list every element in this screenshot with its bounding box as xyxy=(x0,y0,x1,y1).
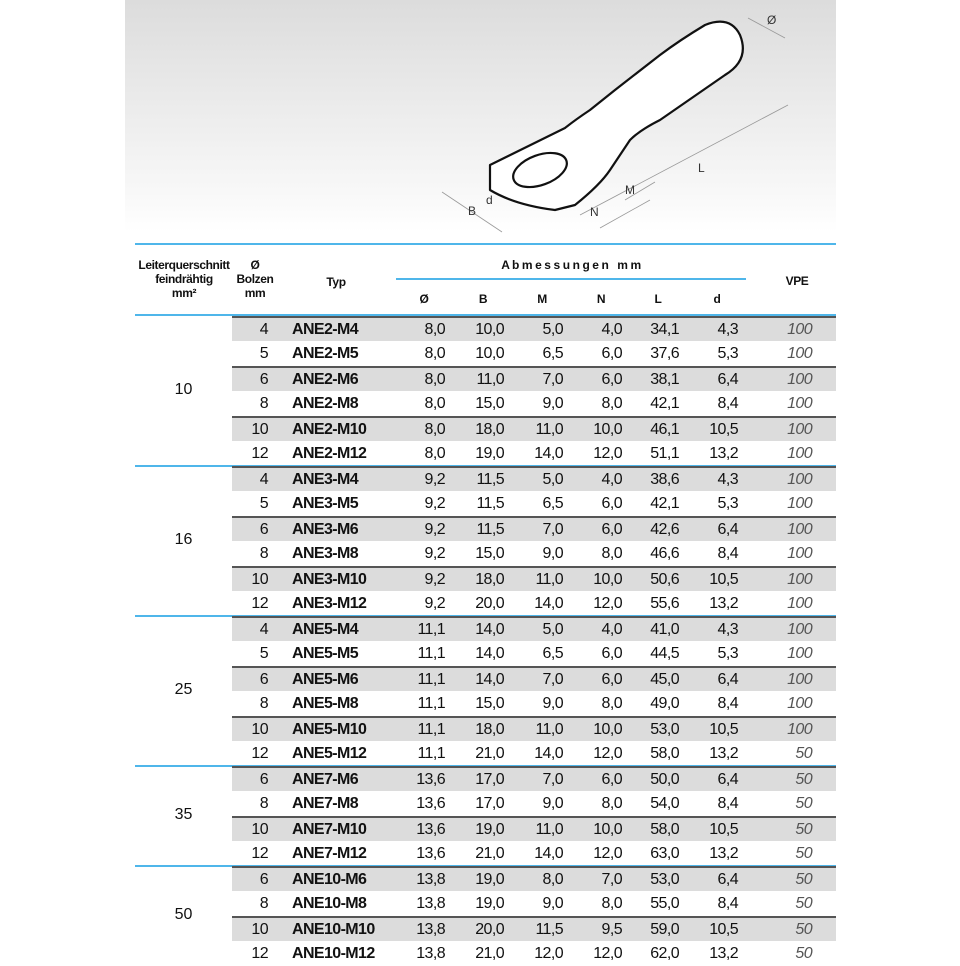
dim-n: 8,0 xyxy=(601,795,622,812)
dim-m: 11,0 xyxy=(535,721,563,738)
vpe-value: 50 xyxy=(795,845,812,862)
cross-section-label: 10 xyxy=(174,381,193,398)
bolt-size: 5 xyxy=(259,645,268,662)
dim-d: 10,5 xyxy=(709,571,738,588)
dim-b: 11,5 xyxy=(476,495,504,512)
header-conductor-line1: Leiterquerschnitt xyxy=(138,258,230,272)
dim-d: 4,3 xyxy=(717,321,738,338)
dim-b: 19,0 xyxy=(475,871,504,888)
dim-l: 37,6 xyxy=(650,345,679,362)
vpe-value: 100 xyxy=(787,621,812,638)
table-row xyxy=(232,841,836,866)
table-row xyxy=(232,416,836,441)
dim-diameter: 11,1 xyxy=(417,621,445,638)
dim-n: 6,0 xyxy=(601,671,622,688)
dim-l: 63,0 xyxy=(650,845,679,862)
type-code: ANE7-M10 xyxy=(292,821,367,838)
type-code: ANE2-M5 xyxy=(292,345,359,362)
type-code: ANE10-M6 xyxy=(292,871,367,888)
dim-m: 11,0 xyxy=(535,571,563,588)
dim-m: 5,0 xyxy=(542,321,563,338)
table-row xyxy=(232,516,836,541)
bolt-size: 8 xyxy=(259,795,268,812)
bolt-size: 10 xyxy=(251,821,268,838)
vpe-value: 100 xyxy=(787,595,812,612)
dim-l: 38,1 xyxy=(650,371,679,388)
dim-diameter: 9,2 xyxy=(424,571,445,588)
diagram-label-l: L xyxy=(698,161,705,175)
dim-diameter: 13,6 xyxy=(416,821,445,838)
dim-l: 34,1 xyxy=(650,321,679,338)
dim-l: 44,5 xyxy=(650,645,679,662)
dim-diameter: 13,8 xyxy=(416,921,445,938)
header-bolt-line2: Bolzen xyxy=(236,272,274,286)
header-dim-0: Ø xyxy=(419,292,429,306)
header-dim-5: d xyxy=(713,292,721,306)
table-row xyxy=(232,391,836,416)
dim-diameter: 8,0 xyxy=(424,345,445,362)
dim-l: 59,0 xyxy=(650,921,679,938)
table-row xyxy=(232,891,836,916)
dim-n: 12,0 xyxy=(593,445,622,462)
dim-b: 11,5 xyxy=(476,521,504,538)
dim-l: 42,1 xyxy=(650,495,679,512)
dim-m: 9,0 xyxy=(542,895,563,912)
cross-section-label: 16 xyxy=(174,531,193,548)
dim-l: 62,0 xyxy=(650,945,679,962)
dim-d: 10,5 xyxy=(709,821,738,838)
table-row xyxy=(232,466,836,491)
table-row xyxy=(232,566,836,591)
dim-m: 7,0 xyxy=(542,521,563,538)
dim-diameter: 9,2 xyxy=(424,471,445,488)
dim-d: 13,2 xyxy=(709,595,738,612)
table-row xyxy=(232,441,836,466)
dim-diameter: 13,8 xyxy=(416,895,445,912)
type-code: ANE3-M4 xyxy=(292,471,359,488)
dim-b: 21,0 xyxy=(475,845,504,862)
table-row xyxy=(232,916,836,941)
dim-m: 7,0 xyxy=(542,671,563,688)
table-row xyxy=(232,816,836,841)
dim-b: 18,0 xyxy=(475,571,504,588)
dim-m: 6,5 xyxy=(542,495,563,512)
dim-m: 11,0 xyxy=(535,421,563,438)
dim-n: 4,0 xyxy=(601,321,622,338)
bolt-size: 12 xyxy=(251,845,268,862)
header-bolt xyxy=(232,258,278,300)
dim-n: 12,0 xyxy=(593,745,622,762)
type-code: ANE3-M10 xyxy=(292,571,367,588)
header-conductor xyxy=(130,258,238,300)
dim-l: 51,1 xyxy=(650,445,679,462)
dim-diameter: 13,6 xyxy=(416,845,445,862)
dim-l: 58,0 xyxy=(650,821,679,838)
dim-m: 7,0 xyxy=(542,771,563,788)
table-row xyxy=(232,741,836,766)
dim-d: 8,4 xyxy=(717,395,738,412)
dim-d: 6,4 xyxy=(717,871,738,888)
bolt-size: 8 xyxy=(259,695,268,712)
type-code: ANE5-M10 xyxy=(292,721,367,738)
dim-m: 11,5 xyxy=(535,921,563,938)
dim-n: 7,0 xyxy=(601,871,622,888)
vpe-value: 100 xyxy=(787,695,812,712)
dim-m: 11,0 xyxy=(535,821,563,838)
table-row xyxy=(232,491,836,516)
vpe-value: 100 xyxy=(787,421,812,438)
dim-d: 6,4 xyxy=(717,371,738,388)
diagram-label-n: N xyxy=(590,205,599,219)
header-dim-3: N xyxy=(596,292,606,306)
cross-section-label: 50 xyxy=(174,906,193,923)
dim-m: 7,0 xyxy=(542,371,563,388)
dim-diameter: 8,0 xyxy=(424,371,445,388)
dim-l: 45,0 xyxy=(650,671,679,688)
table-row xyxy=(232,591,836,616)
dim-m: 9,0 xyxy=(542,795,563,812)
vpe-value: 100 xyxy=(787,345,812,362)
bolt-size: 8 xyxy=(259,395,268,412)
dim-b: 19,0 xyxy=(475,821,504,838)
vpe-value: 100 xyxy=(787,495,812,512)
table-row xyxy=(232,866,836,891)
header-dim-1: B xyxy=(478,292,488,306)
dim-n: 6,0 xyxy=(601,495,622,512)
dim-d: 10,5 xyxy=(709,721,738,738)
dim-d: 5,3 xyxy=(717,645,738,662)
vpe-value: 100 xyxy=(787,395,812,412)
dim-n: 8,0 xyxy=(601,395,622,412)
header-vpe: VPE xyxy=(785,274,809,288)
dim-l: 49,0 xyxy=(650,695,679,712)
dim-diameter: 8,0 xyxy=(424,445,445,462)
vpe-value: 100 xyxy=(787,521,812,538)
dim-l: 53,0 xyxy=(650,871,679,888)
dim-diameter: 8,0 xyxy=(424,395,445,412)
type-code: ANE2-M8 xyxy=(292,395,359,412)
dim-l: 54,0 xyxy=(650,795,679,812)
dim-n: 6,0 xyxy=(601,345,622,362)
dim-b: 11,0 xyxy=(476,371,504,388)
dim-diameter: 11,1 xyxy=(417,645,445,662)
header-dimensions: A b m e s s u n g e n m m xyxy=(501,258,641,272)
dim-d: 6,4 xyxy=(717,521,738,538)
dim-d: 13,2 xyxy=(709,945,738,962)
dim-l: 55,0 xyxy=(650,895,679,912)
diagram-label-diameter: Ø xyxy=(767,13,777,27)
dim-b: 14,0 xyxy=(475,645,504,662)
bolt-size: 5 xyxy=(259,345,268,362)
dim-m: 8,0 xyxy=(542,871,563,888)
dim-m: 9,0 xyxy=(542,545,563,562)
bolt-size: 4 xyxy=(259,471,268,488)
header-dim-4: L xyxy=(654,292,662,306)
dim-d: 6,4 xyxy=(717,671,738,688)
dim-b: 15,0 xyxy=(475,695,504,712)
dim-d: 10,5 xyxy=(709,921,738,938)
dim-b: 10,0 xyxy=(475,345,504,362)
type-code: ANE3-M8 xyxy=(292,545,359,562)
dim-m: 5,0 xyxy=(542,621,563,638)
dim-n: 12,0 xyxy=(593,595,622,612)
bolt-size: 6 xyxy=(259,371,268,388)
dim-b: 19,0 xyxy=(475,445,504,462)
dim-d: 5,3 xyxy=(717,345,738,362)
type-code: ANE3-M6 xyxy=(292,521,359,538)
dim-l: 58,0 xyxy=(650,745,679,762)
table-row xyxy=(232,316,836,341)
bolt-size: 5 xyxy=(259,495,268,512)
dim-b: 14,0 xyxy=(475,671,504,688)
vpe-value: 100 xyxy=(787,371,812,388)
dim-b: 10,0 xyxy=(475,321,504,338)
dim-m: 12,0 xyxy=(534,945,563,962)
dim-d: 8,4 xyxy=(717,895,738,912)
dim-n: 8,0 xyxy=(601,695,622,712)
type-code: ANE3-M5 xyxy=(292,495,359,512)
dim-diameter: 13,6 xyxy=(416,795,445,812)
vpe-value: 50 xyxy=(795,771,812,788)
dim-b: 20,0 xyxy=(475,595,504,612)
bolt-size: 4 xyxy=(259,321,268,338)
dim-b: 18,0 xyxy=(475,421,504,438)
vpe-value: 100 xyxy=(787,721,812,738)
dim-n: 10,0 xyxy=(593,421,622,438)
bolt-size: 6 xyxy=(259,871,268,888)
dim-b: 11,5 xyxy=(476,471,504,488)
dim-m: 14,0 xyxy=(534,595,563,612)
vpe-value: 100 xyxy=(787,545,812,562)
dim-b: 18,0 xyxy=(475,721,504,738)
dim-n: 8,0 xyxy=(601,895,622,912)
diagram-label-d: d xyxy=(486,193,493,207)
type-code: ANE2-M10 xyxy=(292,421,367,438)
dim-l: 50,6 xyxy=(650,571,679,588)
bolt-size: 10 xyxy=(251,721,268,738)
dim-m: 14,0 xyxy=(534,745,563,762)
dim-l: 42,1 xyxy=(650,395,679,412)
bolt-size: 12 xyxy=(251,945,268,962)
vpe-value: 50 xyxy=(795,745,812,762)
dim-m: 14,0 xyxy=(534,845,563,862)
type-code: ANE2-M4 xyxy=(292,321,359,338)
bolt-size: 10 xyxy=(251,571,268,588)
type-code: ANE7-M12 xyxy=(292,845,367,862)
dim-diameter: 11,1 xyxy=(417,695,445,712)
dim-n: 4,0 xyxy=(601,471,622,488)
dim-d: 13,2 xyxy=(709,745,738,762)
header-type: Typ xyxy=(326,275,346,289)
dim-l: 55,6 xyxy=(650,595,679,612)
dim-n: 9,5 xyxy=(601,921,622,938)
bolt-size: 8 xyxy=(259,545,268,562)
table-row xyxy=(232,941,836,966)
dim-n: 6,0 xyxy=(601,645,622,662)
dim-b: 20,0 xyxy=(475,921,504,938)
type-code: ANE10-M8 xyxy=(292,895,367,912)
vpe-value: 100 xyxy=(787,645,812,662)
dim-diameter: 13,8 xyxy=(416,871,445,888)
header-conductor-line2: feindrähtig xyxy=(155,272,213,286)
dim-m: 6,5 xyxy=(542,645,563,662)
vpe-value: 100 xyxy=(787,321,812,338)
dim-l: 53,0 xyxy=(650,721,679,738)
dim-l: 46,1 xyxy=(650,421,679,438)
dim-m: 14,0 xyxy=(534,445,563,462)
vpe-value: 100 xyxy=(787,471,812,488)
dim-m: 9,0 xyxy=(542,695,563,712)
dim-n: 12,0 xyxy=(593,945,622,962)
type-code: ANE2-M6 xyxy=(292,371,359,388)
vpe-value: 50 xyxy=(795,821,812,838)
dim-diameter: 11,1 xyxy=(417,671,445,688)
dim-b: 15,0 xyxy=(475,545,504,562)
dim-d: 6,4 xyxy=(717,771,738,788)
table-row xyxy=(232,616,836,641)
dim-n: 4,0 xyxy=(601,621,622,638)
table-row xyxy=(232,666,836,691)
bolt-size: 12 xyxy=(251,745,268,762)
dim-b: 17,0 xyxy=(475,771,504,788)
type-code: ANE5-M12 xyxy=(292,745,367,762)
dim-n: 6,0 xyxy=(601,521,622,538)
table-row xyxy=(232,366,836,391)
header-dim-2: M xyxy=(537,292,547,306)
table-row xyxy=(232,341,836,366)
dim-d: 8,4 xyxy=(717,795,738,812)
table-row xyxy=(232,766,836,791)
bolt-size: 10 xyxy=(251,421,268,438)
bolt-size: 12 xyxy=(251,595,268,612)
dim-b: 14,0 xyxy=(475,621,504,638)
type-code: ANE5-M4 xyxy=(292,621,359,638)
dim-n: 6,0 xyxy=(601,771,622,788)
cross-section-label: 35 xyxy=(174,806,193,823)
dim-b: 17,0 xyxy=(475,795,504,812)
dim-diameter: 11,1 xyxy=(417,745,445,762)
vpe-value: 50 xyxy=(795,945,812,962)
bolt-size: 6 xyxy=(259,671,268,688)
bolt-size: 6 xyxy=(259,521,268,538)
dim-diameter: 9,2 xyxy=(424,545,445,562)
type-code: ANE2-M12 xyxy=(292,445,367,462)
dim-diameter: 8,0 xyxy=(424,421,445,438)
cable-lug-diagram xyxy=(430,0,810,240)
vpe-value: 50 xyxy=(795,871,812,888)
bolt-size: 6 xyxy=(259,771,268,788)
dim-l: 38,6 xyxy=(650,471,679,488)
vpe-value: 100 xyxy=(787,571,812,588)
dim-n: 10,0 xyxy=(593,821,622,838)
dim-b: 21,0 xyxy=(475,745,504,762)
dimensions-divider xyxy=(396,278,746,280)
dim-diameter: 9,2 xyxy=(424,521,445,538)
table-row xyxy=(232,641,836,666)
dim-l: 42,6 xyxy=(650,521,679,538)
vpe-value: 50 xyxy=(795,921,812,938)
vpe-value: 50 xyxy=(795,895,812,912)
header-top-divider xyxy=(135,243,836,245)
header-bolt-line1: Ø xyxy=(250,258,260,272)
dim-d: 8,4 xyxy=(717,545,738,562)
dim-n: 12,0 xyxy=(593,845,622,862)
type-code: ANE10-M10 xyxy=(292,921,375,938)
bolt-size: 4 xyxy=(259,621,268,638)
dim-n: 8,0 xyxy=(601,545,622,562)
dim-m: 9,0 xyxy=(542,395,563,412)
dim-d: 5,3 xyxy=(717,495,738,512)
dim-diameter: 9,2 xyxy=(424,595,445,612)
type-code: ANE10-M12 xyxy=(292,945,375,962)
table-row xyxy=(232,691,836,716)
dim-n: 6,0 xyxy=(601,371,622,388)
dim-diameter: 9,2 xyxy=(424,495,445,512)
dim-b: 15,0 xyxy=(475,395,504,412)
dim-diameter: 11,1 xyxy=(417,721,445,738)
type-code: ANE5-M8 xyxy=(292,695,359,712)
bolt-size: 12 xyxy=(251,445,268,462)
dim-b: 21,0 xyxy=(475,945,504,962)
type-code: ANE5-M6 xyxy=(292,671,359,688)
dim-m: 5,0 xyxy=(542,471,563,488)
type-code: ANE7-M8 xyxy=(292,795,359,812)
table-row xyxy=(232,541,836,566)
bolt-size: 10 xyxy=(251,921,268,938)
cross-section-label: 25 xyxy=(174,681,193,698)
dim-d: 4,3 xyxy=(717,471,738,488)
type-code: ANE3-M12 xyxy=(292,595,367,612)
dim-d: 4,3 xyxy=(717,621,738,638)
dim-d: 10,5 xyxy=(709,421,738,438)
dim-diameter: 8,0 xyxy=(424,321,445,338)
table-row xyxy=(232,791,836,816)
vpe-value: 100 xyxy=(787,671,812,688)
vpe-value: 100 xyxy=(787,445,812,462)
dim-diameter: 13,6 xyxy=(416,771,445,788)
bolt-size: 8 xyxy=(259,895,268,912)
dim-d: 8,4 xyxy=(717,695,738,712)
dim-l: 50,0 xyxy=(650,771,679,788)
dim-b: 19,0 xyxy=(475,895,504,912)
dim-d: 13,2 xyxy=(709,445,738,462)
dim-d: 13,2 xyxy=(709,845,738,862)
dim-n: 10,0 xyxy=(593,721,622,738)
header-bolt-line3: mm xyxy=(244,286,266,300)
dim-l: 46,6 xyxy=(650,545,679,562)
vpe-value: 50 xyxy=(795,795,812,812)
header-conductor-line3: mm² xyxy=(171,286,197,300)
dim-diameter: 13,8 xyxy=(416,945,445,962)
diagram-label-m: M xyxy=(625,183,635,197)
table-row xyxy=(232,716,836,741)
type-code: ANE7-M6 xyxy=(292,771,359,788)
dim-m: 6,5 xyxy=(542,345,563,362)
type-code: ANE5-M5 xyxy=(292,645,359,662)
dim-l: 41,0 xyxy=(650,621,679,638)
diagram-label-b: B xyxy=(468,204,477,218)
dim-n: 10,0 xyxy=(593,571,622,588)
